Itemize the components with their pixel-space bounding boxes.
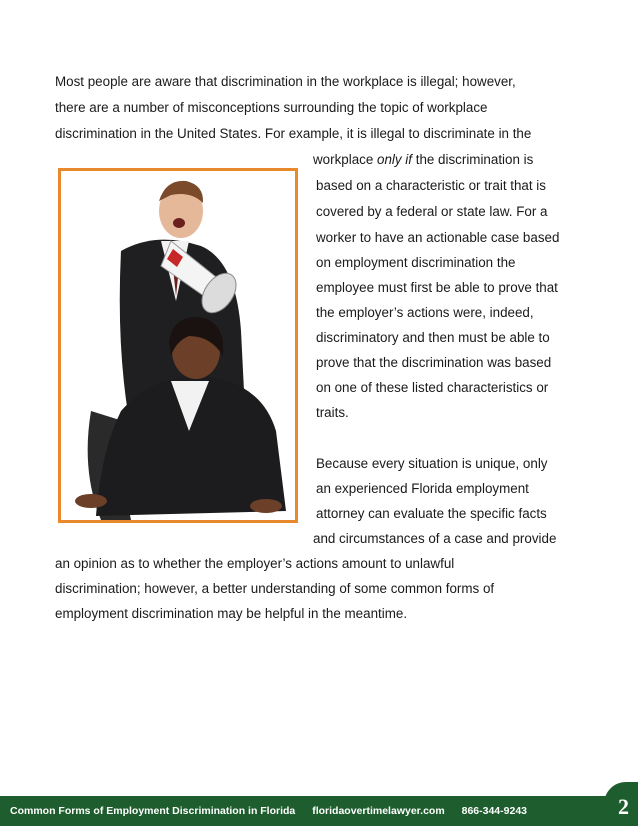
paragraph-line: traits. <box>316 405 349 420</box>
paragraph-line: and circumstances of a case and provide <box>313 531 557 546</box>
text-segment: the discrimination is <box>412 152 534 167</box>
footer-phone: 866-344-9243 <box>461 805 527 817</box>
paragraph-line: employee must first be able to prove that <box>316 280 558 295</box>
paragraph-line: covered by a federal or state law. For a <box>316 204 548 219</box>
paragraph-line: discrimination; however, a better understanding of some common forms of <box>55 581 495 596</box>
text-segment: workplace <box>313 152 378 167</box>
paragraph-line: prove that the discrimination was based <box>316 355 552 370</box>
paragraph-line: Most people are aware that discrimination in the workplace is illegal; however, <box>55 74 516 89</box>
paragraph-line: there are a number of misconceptions surrounding the topic of workplace <box>55 100 488 115</box>
footer-website: floridaovertimelawyer.com <box>312 805 445 817</box>
paragraph-line: discriminatory and then must be able to <box>316 330 550 345</box>
footer-bar <box>0 796 638 826</box>
footer-text <box>10 805 541 817</box>
photo-frame <box>58 168 298 523</box>
paragraph-line: an experienced Florida employment <box>316 481 529 496</box>
photo-illustration <box>61 171 295 520</box>
paragraph-line: an opinion as to whether the employer’s actions amount to unlawful <box>55 556 455 571</box>
paragraph-line <box>313 151 533 169</box>
paragraph-line: employment discrimination may be helpful in the meantime. <box>55 606 408 621</box>
paragraph-line: based on a characteristic or trait that is <box>316 178 546 193</box>
paragraph-line: the employer’s actions were, indeed, <box>316 305 534 320</box>
emphasis-text: only if <box>377 152 412 167</box>
paragraph-line: on one of these listed characteristics or <box>316 380 549 395</box>
paragraph-line: discrimination in the United States. For example, it is illegal to discriminate in the <box>55 126 532 141</box>
page-number: 2 <box>618 794 629 819</box>
paragraph-line: on employment discrimination the <box>316 255 516 270</box>
paragraph-line: Because every situation is unique, only <box>316 456 548 471</box>
paragraph-line: worker to have an actionable case based <box>316 230 560 245</box>
footer-title: Common Forms of Employment Discrimination in Florida <box>10 805 296 817</box>
paragraph-line: attorney can evaluate the specific facts <box>316 506 547 521</box>
